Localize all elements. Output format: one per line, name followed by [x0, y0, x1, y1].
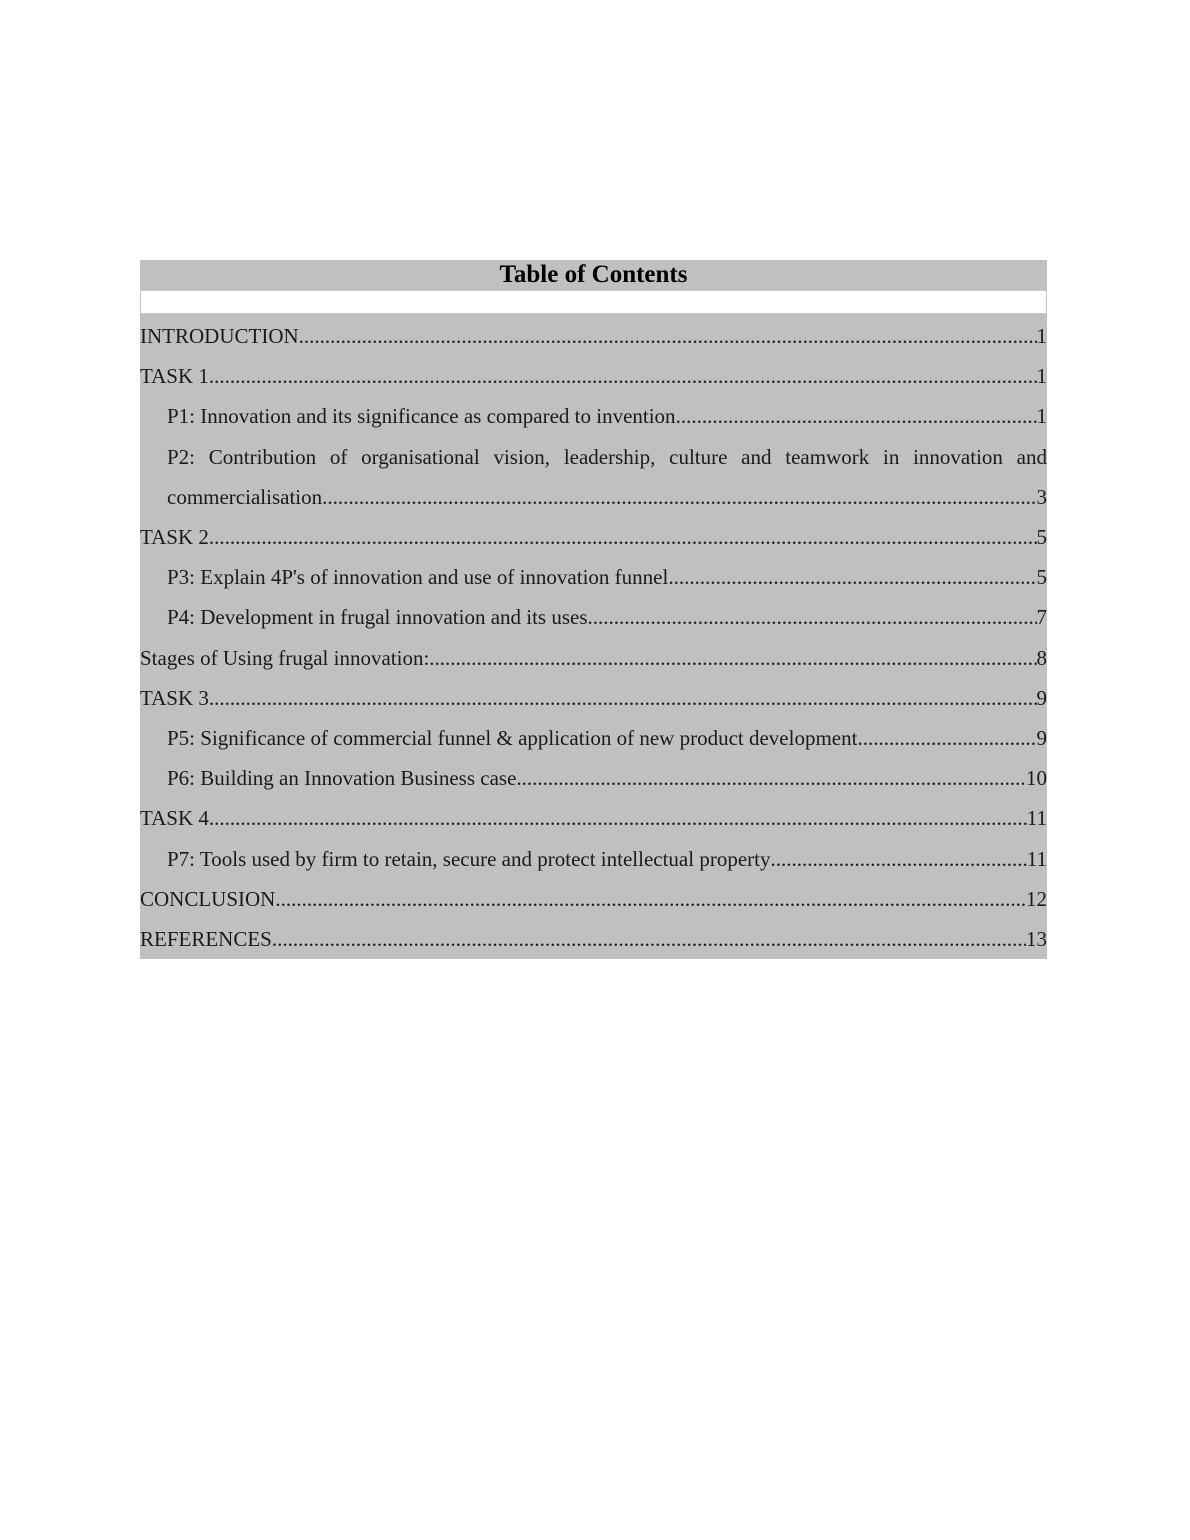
toc-entry-stages-frugal[interactable]: [140, 638, 1047, 678]
toc-entry-task-4[interactable]: [140, 798, 1047, 838]
toc-entry-page: 9: [1036, 726, 1047, 751]
toc-entry-task-3[interactable]: [140, 678, 1047, 718]
toc-entry-title: P5: Significance of commercial funnel & application of new product development: [167, 726, 858, 751]
toc-dot-leader: [272, 919, 1026, 959]
toc-entry-page: 1: [1036, 324, 1047, 348]
toc-entry-title: Stages of Using frugal innovation:: [140, 645, 430, 670]
toc-entry-title: TASK 1: [140, 364, 209, 389]
toc-entry-title: P3: Explain 4P's of innovation and use of innovation funnel: [167, 565, 669, 590]
toc-dot-leader: [209, 678, 1037, 718]
toc-entry-page: 12: [1026, 886, 1047, 911]
toc-entry-introduction[interactable]: [140, 316, 1047, 356]
toc-entry-p1[interactable]: [140, 396, 1047, 436]
toc-entry-title: TASK 3: [140, 685, 209, 710]
toc-entry-page: 9: [1036, 685, 1047, 710]
toc-entry-title: P6: Building an Innovation Business case: [167, 766, 517, 791]
toc-dot-leader: [668, 557, 1036, 597]
toc-entry-page: 5: [1036, 525, 1047, 550]
toc-entry-title: REFERENCES: [140, 927, 272, 952]
toc-entry-references[interactable]: [140, 919, 1047, 959]
toc-heading: Table of Contents: [140, 260, 1047, 290]
toc-entry-title: P4: Development in frugal innovation and its uses: [167, 605, 588, 630]
toc-dot-leader: [516, 758, 1026, 798]
toc-entry-p3[interactable]: [140, 557, 1047, 597]
toc-entry-task-1[interactable]: [140, 356, 1047, 396]
toc-entry-page: 11: [1026, 846, 1047, 871]
toc-entry-p5[interactable]: [140, 718, 1047, 758]
toc-entry-title: TASK 2: [140, 525, 209, 550]
toc-entry-page: 3: [1036, 484, 1047, 509]
toc-entry-title: P7: Tools used by firm to retain, secure and protect intellectual property: [167, 846, 771, 871]
toc-entry-page: 13: [1026, 927, 1047, 952]
toc-entries: [140, 314, 1047, 959]
toc-dot-leader: [209, 517, 1037, 557]
toc-dot-leader: [770, 839, 1026, 879]
toc-spacer: [140, 290, 1047, 314]
toc-entry-title: CONCLUSION: [140, 886, 276, 911]
toc-dot-leader: [588, 597, 1037, 637]
toc-dot-leader: [299, 316, 1037, 356]
toc-dot-leader: [209, 798, 1027, 838]
toc-entry-page: 8: [1036, 645, 1047, 670]
table-of-contents: [140, 260, 1047, 959]
toc-entry-title: TASK 4: [140, 806, 209, 831]
toc-dot-leader: [322, 477, 1036, 517]
toc-entry-p6[interactable]: [140, 758, 1047, 798]
toc-entry-page: 7: [1036, 605, 1047, 630]
toc-entry-page: 10: [1026, 766, 1047, 791]
toc-entry-title-line1: P2: Contribution of organisational vision, leadership, culture and teamwork in innovation and: [167, 444, 1047, 469]
toc-entry-task-2[interactable]: [140, 517, 1047, 557]
toc-entry-p4[interactable]: [140, 597, 1047, 637]
toc-entry-page: 1: [1036, 364, 1047, 389]
toc-dot-leader: [275, 879, 1026, 919]
toc-dot-leader: [676, 396, 1037, 436]
toc-dot-leader: [857, 718, 1036, 758]
toc-entry-page: 5: [1036, 565, 1047, 590]
toc-entry-title: INTRODUCTION: [140, 324, 299, 348]
toc-entry-p2[interactable]: [140, 437, 1047, 517]
toc-entry-page: 11: [1026, 806, 1047, 831]
toc-entry-p7[interactable]: [140, 839, 1047, 879]
toc-dot-leader: [209, 356, 1037, 396]
toc-entry-title-line2: commercialisation: [167, 484, 323, 509]
toc-entry-conclusion[interactable]: [140, 879, 1047, 919]
toc-entry-title: P1: Innovation and its significance as compared to invention: [167, 404, 676, 429]
toc-entry-page: 1: [1036, 404, 1047, 429]
toc-dot-leader: [429, 638, 1036, 678]
